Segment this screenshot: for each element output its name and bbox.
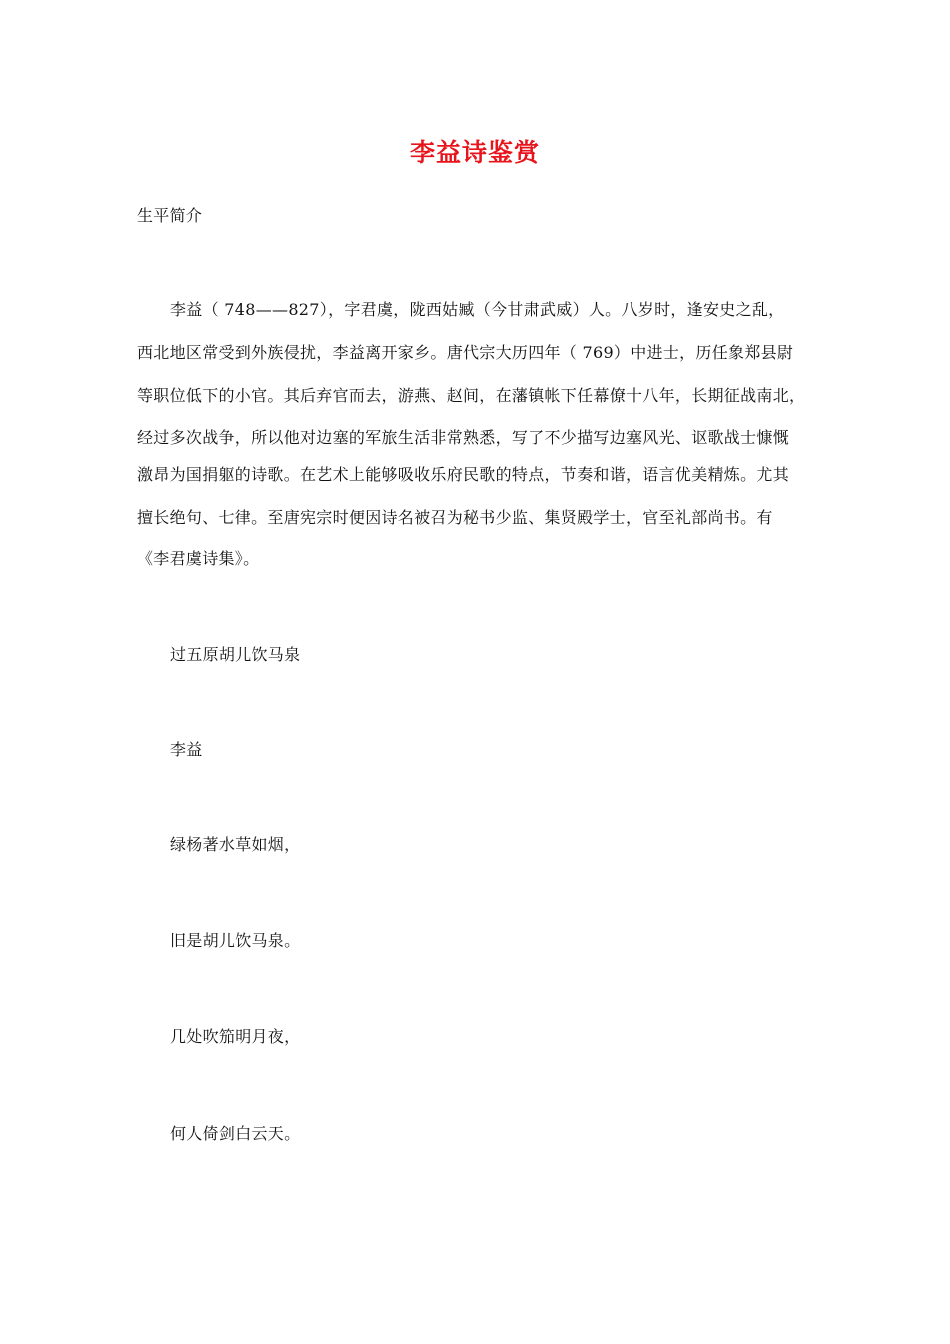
poem-line: 旧是胡儿饮马泉。: [170, 931, 301, 950]
document-title: 李益诗鉴赏: [409, 138, 540, 167]
bio-line: 激昂为国捐躯的诗歌。在艺术上能够吸收乐府民歌的特点，节奏和谐，语言优美精炼。尤其: [137, 465, 790, 484]
poem-line: 几处吹笳明月夜，: [170, 1027, 301, 1046]
poem-author: 李益: [170, 740, 203, 759]
bio-line: 等职位低下的小官。其后弃官而去，游燕、赵间，在藩镇帐下任幕僚十八年，长期征战南北，: [137, 386, 806, 405]
poem-line: 绿杨著水草如烟，: [170, 835, 301, 854]
bio-line: 擅长绝句、七律。至唐宪宗时便因诗名被召为秘书少监、集贤殿学士，官至礼部尚书。有: [137, 508, 773, 527]
section-heading: 生平简介: [137, 206, 203, 225]
bio-line: 经过多次战争，所以他对边塞的军旅生活非常熟悉，写了不少描写边塞风光、讴歌战士慷慨: [137, 428, 790, 447]
poem-line: 何人倚剑白云天。: [170, 1124, 301, 1143]
poem-title: 过五原胡儿饮马泉: [170, 645, 301, 664]
bio-line: 李益（ 748——827），字君虞，陇西姑臧（今甘肃武威）人。八岁时，逢安史之乱，: [170, 300, 785, 319]
bio-line: 西北地区常受到外族侵扰，李益离开家乡。唐代宗大历四年（ 769）中进士，历任象郑县尉: [137, 343, 794, 362]
bio-line: 《李君虞诗集》。: [137, 549, 260, 568]
